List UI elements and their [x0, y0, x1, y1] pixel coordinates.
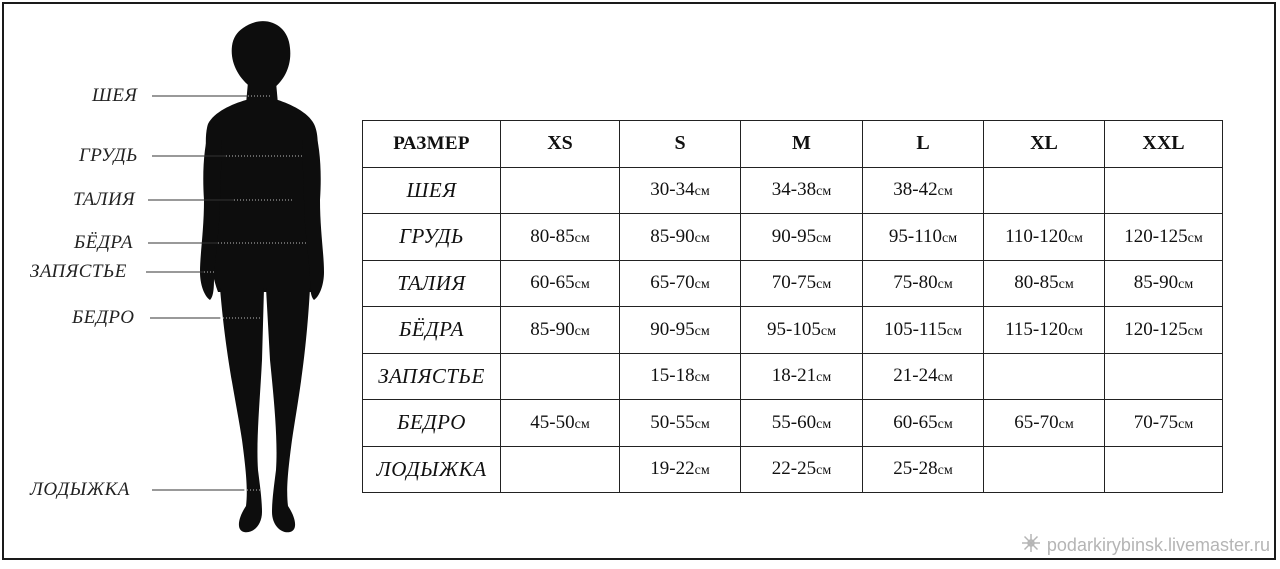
cell-value: 80-85 [1014, 272, 1059, 294]
cell-value: 60-65 [530, 272, 575, 294]
watermark-text: podarkirybinsk.livemaster.ru [1046, 535, 1270, 555]
table-cell [501, 260, 620, 307]
table-cell [620, 214, 741, 261]
table-cell [620, 353, 741, 400]
cell-value: 25-28 [893, 458, 938, 480]
table-row [363, 167, 1223, 214]
cell-unit: см [942, 230, 958, 246]
cell-value: 95-110 [888, 225, 943, 247]
size-chart-table [362, 120, 1223, 493]
table-cell [620, 260, 741, 307]
table-cell [741, 353, 863, 400]
snowflake-icon [1021, 533, 1041, 558]
cell-value: 34-38 [771, 179, 817, 201]
cell-unit: см [574, 230, 590, 246]
table-cell [501, 167, 620, 214]
row-label: ТАЛИЯ [363, 260, 501, 307]
cell-value: 21-24 [893, 365, 938, 387]
cell-unit: см [574, 277, 590, 293]
cell-unit: см [694, 230, 710, 246]
cell-value: 80-85 [530, 225, 575, 247]
table-row [363, 400, 1223, 447]
cell-unit: см [937, 370, 953, 386]
table-cell [863, 446, 984, 493]
table-cell [1105, 260, 1223, 307]
table-cell [620, 167, 741, 214]
table-row [363, 353, 1223, 400]
table-cell [863, 307, 984, 354]
table-cell [863, 353, 984, 400]
table-cell [501, 400, 620, 447]
cell-unit: см [694, 416, 710, 432]
cell-unit: см [816, 416, 832, 432]
header-xxl: XXL [1105, 121, 1223, 168]
body-label-ankle: ЛОДЫЖКА [30, 479, 130, 500]
row-label: ЗАПЯСТЬЕ [363, 353, 501, 400]
cell-unit: см [820, 323, 836, 339]
cell-value: 60-65 [893, 411, 938, 433]
cell-unit: см [937, 277, 953, 293]
cell-value: 15-18 [650, 365, 695, 387]
header-size: РАЗМЕР [363, 121, 501, 168]
cell-value: 38-42 [893, 179, 938, 201]
cell-unit: см [574, 416, 590, 432]
body-label-neck: ШЕЯ [92, 85, 138, 106]
table-cell [1105, 400, 1223, 447]
table-cell [1105, 307, 1223, 354]
cell-value: 120-125 [1124, 225, 1188, 247]
header-xs: XS [501, 121, 620, 168]
cell-unit: см [1058, 277, 1074, 293]
cell-unit: см [694, 277, 710, 293]
header-s: S [620, 121, 741, 168]
cell-unit: см [694, 463, 710, 479]
cell-value: 30-34 [650, 179, 695, 201]
cell-unit: см [1067, 323, 1083, 339]
cell-unit: см [937, 416, 953, 432]
body-label-waist: ТАЛИЯ [73, 189, 136, 210]
watermark [1021, 533, 1270, 558]
cell-unit: см [937, 184, 953, 200]
cell-unit: см [1178, 277, 1194, 293]
table-row [363, 214, 1223, 261]
row-label: ЛОДЫЖКА [363, 446, 501, 493]
table-cell [984, 400, 1105, 447]
table-cell [741, 446, 863, 493]
cell-unit: см [816, 184, 832, 200]
cell-value: 110-120 [1005, 225, 1068, 247]
table-cell [741, 307, 863, 354]
cell-value: 18-21 [771, 365, 817, 387]
table-cell [984, 214, 1105, 261]
table-row [363, 260, 1223, 307]
table-cell [984, 167, 1105, 214]
table-row [363, 446, 1223, 493]
table-cell [620, 446, 741, 493]
cell-value: 70-75 [1133, 411, 1179, 433]
cell-value: 65-70 [1014, 411, 1059, 433]
cell-unit: см [1187, 323, 1203, 339]
table-cell [984, 446, 1105, 493]
table-cell [1105, 353, 1223, 400]
cell-value: 50-55 [650, 411, 695, 433]
table-cell [620, 400, 741, 447]
table-cell [1105, 446, 1223, 493]
cell-unit: см [946, 323, 962, 339]
table-row [363, 307, 1223, 354]
cell-unit: см [574, 323, 590, 339]
cell-unit: см [816, 463, 832, 479]
cell-value: 70-75 [771, 272, 817, 294]
cell-value: 105-115 [884, 318, 947, 340]
row-label: ГРУДЬ [363, 214, 501, 261]
cell-value: 85-90 [1133, 272, 1179, 294]
cell-unit: см [694, 370, 710, 386]
table-cell [741, 167, 863, 214]
cell-unit: см [1067, 230, 1083, 246]
row-label: ШЕЯ [363, 167, 501, 214]
table-cell [1105, 214, 1223, 261]
cell-unit: см [816, 230, 832, 246]
table-cell [741, 214, 863, 261]
table-cell [501, 214, 620, 261]
body-label-hips: БЁДРА [74, 232, 133, 253]
table-cell [863, 400, 984, 447]
cell-value: 45-50 [530, 411, 575, 433]
table-cell [741, 260, 863, 307]
cell-value: 75-80 [893, 272, 938, 294]
cell-value: 19-22 [650, 458, 695, 480]
table-cell [501, 307, 620, 354]
cell-value: 120-125 [1124, 318, 1188, 340]
row-label: БЁДРА [363, 307, 501, 354]
body-label-wrist: ЗАПЯСТЬЕ [30, 261, 127, 282]
body-label-chest: ГРУДЬ [79, 145, 138, 166]
cell-unit: см [1058, 416, 1074, 432]
cell-value: 85-90 [530, 318, 575, 340]
cell-unit: см [1178, 416, 1194, 432]
cell-unit: см [816, 277, 832, 293]
cell-value: 22-25 [771, 458, 817, 480]
table-cell [863, 167, 984, 214]
cell-unit: см [694, 323, 710, 339]
table-cell [620, 307, 741, 354]
table-cell [863, 214, 984, 261]
table-cell [984, 353, 1105, 400]
row-label: БЕДРО [363, 400, 501, 447]
table-cell [984, 260, 1105, 307]
table-cell [501, 353, 620, 400]
body-label-thigh: БЕДРО [72, 307, 135, 328]
cell-value: 90-95 [771, 225, 817, 247]
header-m: M [741, 121, 863, 168]
header-xl: XL [984, 121, 1105, 168]
header-l: L [863, 121, 984, 168]
table-cell [741, 400, 863, 447]
table-cell [984, 307, 1105, 354]
table-header-row [363, 121, 1223, 168]
cell-unit: см [816, 370, 832, 386]
cell-unit: см [1187, 230, 1203, 246]
cell-value: 115-120 [1005, 318, 1068, 340]
body-figure [0, 0, 360, 564]
cell-value: 85-90 [650, 225, 695, 247]
cell-value: 95-105 [767, 318, 821, 340]
cell-value: 90-95 [650, 318, 695, 340]
table-cell [863, 260, 984, 307]
cell-value: 55-60 [771, 411, 817, 433]
cell-unit: см [694, 184, 710, 200]
table-cell [501, 446, 620, 493]
cell-value: 65-70 [650, 272, 695, 294]
table-cell [1105, 167, 1223, 214]
cell-unit: см [937, 463, 953, 479]
